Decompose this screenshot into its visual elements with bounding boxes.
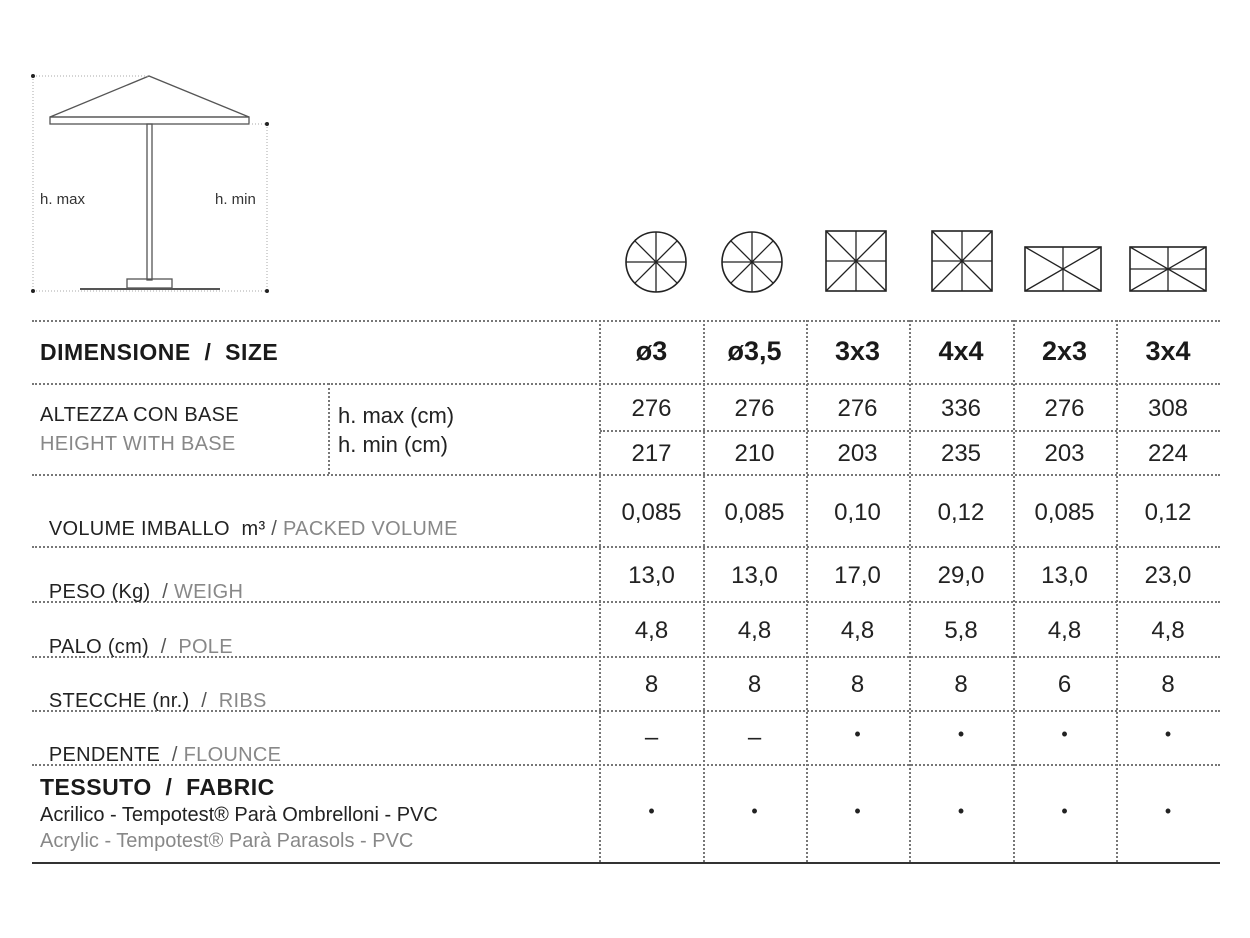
fabric-cell: •	[854, 801, 861, 821]
pole-cell: 4,8	[840, 617, 875, 644]
label-separator: /	[189, 690, 219, 712]
flounce-cell: •	[1061, 724, 1068, 744]
pole-label-en: POLE	[178, 636, 233, 658]
volume-cell: 0,12	[1144, 499, 1192, 526]
fabric-cell: •	[1164, 801, 1172, 821]
diagram-label-max: h. max	[40, 191, 86, 208]
weight-label-en: WEIGH	[173, 581, 244, 603]
weight-label-it: PESO (Kg)	[48, 581, 151, 603]
height-max-cell: 276	[837, 395, 878, 422]
height-max-cell: 308	[1147, 395, 1189, 422]
weight-cell: 17,0	[834, 562, 881, 589]
fabric-cell: •	[957, 801, 965, 821]
ribs-label	[40, 672, 267, 713]
fabric-cell: •	[751, 801, 758, 821]
weight-cell: 13,0	[731, 562, 778, 589]
ribs-cell: 6	[1057, 671, 1072, 698]
pole-cell: 4,8	[634, 617, 669, 644]
volume-cell: 0,085	[621, 499, 682, 526]
ribs-cell: 8	[954, 671, 968, 698]
round-8-ribs-icon	[720, 230, 784, 294]
size-header: 3x3	[834, 336, 881, 366]
flounce-cell: •	[854, 724, 861, 744]
height-label-it: ALTEZZA CON BASE	[40, 404, 239, 426]
flounce-label-it: PENDENTE	[48, 744, 161, 766]
label-separator: /	[150, 581, 174, 603]
ribs-cell: 8	[850, 671, 865, 698]
pole-label-it: PALO (cm)	[48, 636, 150, 658]
pole-cell: 4,8	[1047, 617, 1082, 644]
pole-cell: 5,8	[944, 617, 978, 644]
flounce-cell: –	[747, 724, 762, 751]
flounce-label-en: FLOUNCE	[183, 744, 282, 766]
height-min-cell: 210	[734, 440, 775, 467]
size-header-label: DIMENSIONE / SIZE	[40, 339, 279, 365]
weight-label	[40, 563, 243, 604]
height-sub-min: h. min (cm)	[338, 432, 448, 457]
weight-cell: 13,0	[1041, 562, 1088, 589]
fabric-cell: •	[648, 801, 655, 821]
weight-cell: 13,0	[628, 562, 675, 589]
height-min-cell: 203	[1044, 440, 1085, 467]
volume-cell: 0,085	[724, 499, 785, 526]
table-rule	[32, 546, 1220, 548]
height-sub-max: h. max (cm)	[338, 403, 455, 428]
volume-label	[40, 500, 458, 541]
fabric-cell: •	[1061, 801, 1068, 821]
square-8-ribs-icon	[930, 229, 994, 293]
table-bottom-rule	[32, 862, 1220, 864]
flounce-label	[40, 726, 281, 767]
weight-cell: 23,0	[1144, 562, 1192, 589]
height-min-cell: 224	[1147, 440, 1189, 467]
height-min-cell: 203	[837, 440, 878, 467]
volume-cell: 0,10	[834, 499, 881, 526]
height-max-cell: 276	[1044, 395, 1085, 422]
pole-cell: 4,8	[1151, 617, 1185, 644]
label-separator: /	[265, 518, 284, 540]
height-min-cell: 217	[631, 440, 672, 467]
table-rule	[32, 474, 1220, 476]
rect-8-ribs-icon	[1128, 245, 1208, 293]
height-max-cell: 336	[940, 395, 982, 422]
table-rule	[32, 320, 1220, 322]
round-8-ribs-icon	[624, 230, 688, 294]
fabric-line-en: Acrylic - Tempotest® Parà Parasols - PVC	[40, 830, 414, 852]
ribs-label-it: STECCHE (nr.)	[48, 690, 190, 712]
weight-cell: 29,0	[937, 562, 985, 589]
rect-6-ribs-icon	[1023, 245, 1103, 293]
diagram-label-min: h. min	[215, 191, 256, 208]
fabric-line-it: Acrilico - Tempotest® Parà Ombrelloni - PVC	[40, 804, 438, 826]
flounce-cell: •	[1164, 724, 1172, 744]
size-header: 4x4	[938, 336, 984, 366]
table-rule	[328, 383, 330, 474]
fabric-title: TESSUTO / FABRIC	[40, 774, 275, 800]
size-header: ø3	[635, 336, 668, 366]
label-separator: /	[149, 636, 179, 658]
size-header: 2x3	[1041, 336, 1088, 366]
table-rule	[32, 383, 1220, 385]
height-max-cell: 276	[734, 395, 775, 422]
volume-cell: 0,085	[1034, 499, 1095, 526]
height-min-cell: 235	[940, 440, 982, 467]
ribs-cell: 8	[1161, 671, 1175, 698]
ribs-cell: 8	[747, 671, 762, 698]
height-max-cell: 276	[631, 395, 672, 422]
pole-label	[40, 618, 233, 659]
ribs-label-en: RIBS	[218, 690, 267, 712]
size-header: 3x4	[1145, 336, 1191, 366]
volume-cell: 0,12	[937, 499, 985, 526]
pole-cell: 4,8	[737, 617, 772, 644]
square-8-ribs-icon	[824, 229, 888, 293]
flounce-cell: •	[957, 724, 965, 744]
umbrella-diagram	[25, 65, 285, 300]
size-header: ø3,5	[727, 336, 782, 366]
flounce-cell: –	[644, 724, 659, 751]
label-separator: /	[160, 744, 184, 766]
volume-label-en: PACKED VOLUME	[283, 518, 458, 540]
ribs-cell: 8	[644, 671, 659, 698]
volume-label-it: VOLUME IMBALLO m³	[48, 518, 266, 540]
height-label-en: HEIGHT WITH BASE	[40, 433, 236, 455]
